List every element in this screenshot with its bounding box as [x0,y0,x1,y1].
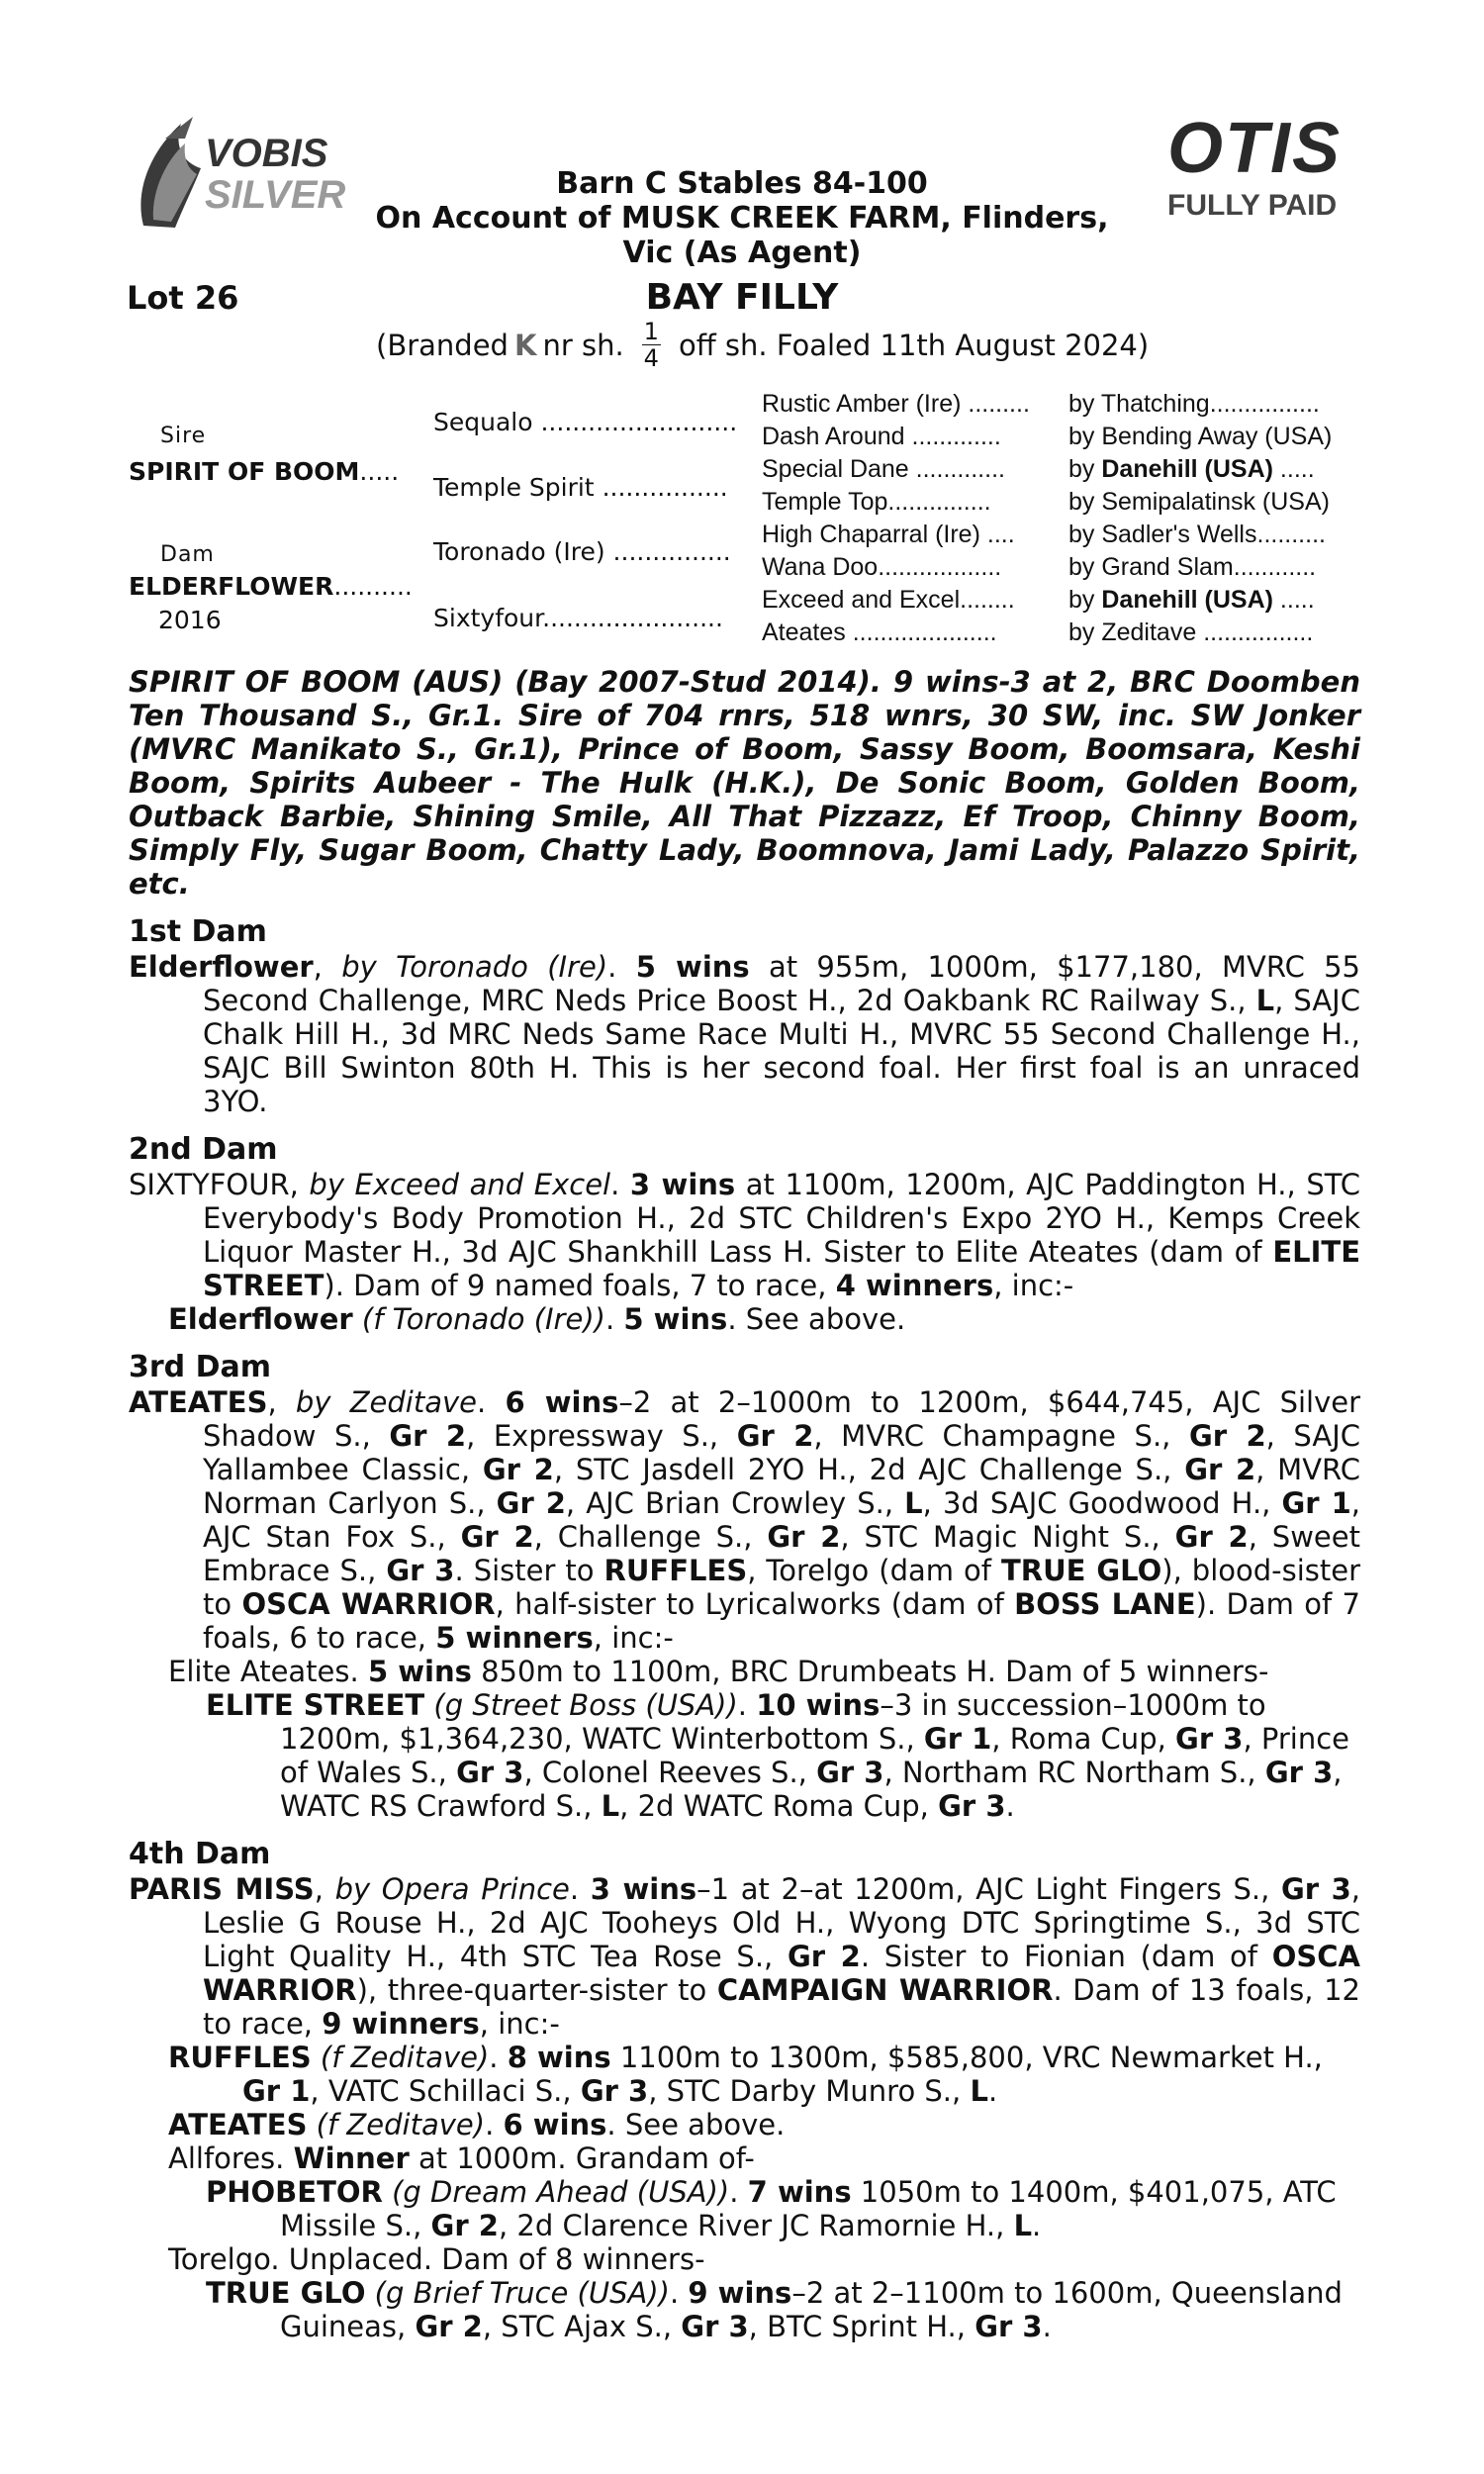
dam-label: Dam [160,542,215,567]
pedigree-gen2-row [433,473,728,502]
pedigree-gen3-row [762,521,1064,549]
fraction-numerator: 1 [643,318,659,345]
pedigree-gen2-row [433,537,731,566]
fraction-denominator: 4 [643,344,659,372]
sire-line: by Thatching [1068,390,1210,418]
sire-sire: Sequalo [433,408,533,436]
dam-name: ELDERFLOWER [129,572,334,601]
ancestor: Dash Around [762,423,905,450]
fourth-dam-entry: PARIS MISS, by Opera Prince. 3 wins–1 at 2–at 1200m, AJC Light Fingers S., Gr 3, Leslie G Rouse H., 2d AJC Tooheys Old H., Wyong DTC Springtime S., 3d STC Light Quality H., 4th STC Tea Rose S., Gr 2. Sister to Fionian (dam of OSCA WARRIOR), three-quarter-sister to CAMPAIGN WARRIOR. Dam of 13 foals, 12 to race, 9 winners, inc:- [129,1872,1360,2041]
first-dam-entry: Elderflower, by Toronado (Ire). 5 wins at 955m, 1000m, $177,180, MVRC 55 Second Challenge, MRC Neds Price Boost H., 2d Oakbank RC Railway S., L, SAJC Chalk Hill H., 3d MRC Neds Same Race Multi H., MVRC 55 Second Challenge H., SAJC Bill Swinton 80th H. This is her second foal. Her first foal is an unraced 3YO. [129,950,1361,1118]
pedigree-gen4-row [1068,455,1365,484]
otis-logo-name: OTIS [1167,109,1343,188]
sire-dam: Temple Spirit [433,473,595,502]
pedigree-gen4-row [1068,553,1365,582]
otis-logo [1167,109,1365,242]
dots: ............. [908,455,1005,483]
brand-position: nr sh. [542,328,624,362]
horse-name: Allfores. [168,2141,294,2175]
lot-number: Lot 26 [127,279,239,317]
horse-name: PARIS MISS [129,1872,315,1906]
progeny-entry [168,2242,1360,2276]
dots: .................. [878,553,1002,581]
brand-mark: K [513,328,537,362]
sire-name: SPIRIT OF BOOM [129,457,360,486]
dots: ............. [904,423,1001,450]
pedigree-gen2-row [433,604,723,632]
dots: ......... [961,390,1030,418]
sire-dots: ..... [359,457,400,486]
sire-name-row [129,457,399,486]
vendor-account: On Account of MUSK CREEK FARM, Flinders, [375,201,1109,236]
dots: ............... [604,537,731,566]
pedigree-gen4-row [1068,423,1365,451]
pedigree-gen2-row [433,408,737,436]
brand-prefix: (Branded [376,328,509,362]
dam-foal-year: 2016 [158,606,222,634]
pedigree-gen3-row [762,423,1064,451]
grand-progeny-entry: TRUE GLO (g Brief Truce (USA)). 9 wins–2 at 2–1100m to 1600m, Queensland Guineas, Gr 2, STC Ajax S., Gr 3, BTC Sprint H., Gr 3. [206,2276,1343,2343]
vendor-agent: Vic (As Agent) [622,236,862,270]
horse-name: ATEATES [129,1385,268,1419]
dots: ............ [1233,553,1317,581]
section-heading: 2nd Dam [129,1132,278,1167]
dots: .... [979,521,1015,548]
section-heading: 4th Dam [129,1837,271,1871]
otis-logo-status: FULLY PAID [1167,189,1338,222]
pedigree-gen3-row [762,488,1064,517]
svg-text:SILVER: SILVER [205,173,346,217]
section-heading: 1st Dam [129,914,267,949]
sire-label: Sire [160,424,207,448]
pedigree-gen4-row [1068,488,1365,517]
vendor-block [297,166,1187,270]
horse-name: Elderflower [129,950,314,984]
third-dam-section [129,1350,1360,1823]
sire-ref: by Toronado (Ire) [341,950,608,984]
second-dam-entry: SIXTYFOUR, by Exceed and Excel. 3 wins at 1100m, 1200m, AJC Paddington H., STC Everybody's Body Promotion H., 2d STC Children's Expo 2YO H., Kemps Creek Liquor Master H., 3d AJC Shankhill Lass H. Sister to Elite Ateates (dam of ELITE STREET). Dam of 9 named foals, 7 to race, 4 winners, inc:- [129,1168,1360,1302]
horse-name: Elderflower [168,1302,353,1336]
vobis-silver-logo [124,109,346,238]
pedigree-gen3-row [762,390,1064,419]
progeny-entry: ATEATES (f Zeditave). 6 wins. See above. [168,2108,786,2141]
dam-dam: Sixtyfour [433,604,543,632]
sire-summary: SPIRIT OF BOOM (AUS) (Bay 2007-Stud 2014). 9 wins-3 at 2, BRC Doomben Ten Thousand S., Gr.1. Sire of 704 rnrs, 518 wnrs, 30 SW, inc. SW Jonker (MVRC Manikato S., Gr.1), Prince of Boom, Sassy Boom, Boomsara, Keshi Boom, Spirits Aubeer - The Hulk (H.K.), De Sonic Boom, Golden Boom, Outback Barbie, Shining Smile, All That Pizzazz, Ef Troop, Chinny Boom, Simply Fly, Sugar Boom, Chatty Lady, Boomnova, Jami Lady, Palazzo Spirit, etc. [129,665,1360,901]
sire-line: by [1068,455,1102,483]
dots: ..... [1272,586,1315,614]
sire-line: by Bending Away (USA) [1068,423,1333,450]
dam-name-row [129,572,413,601]
pedigree-gen4-row [1068,586,1365,615]
pedigree-gen4-row [1068,618,1365,647]
sire-line: by Zeditave [1068,618,1197,646]
ancestor: Special Dane [762,455,909,483]
grand-progeny-entry: ELITE STREET (g Street Boss (USA)). 10 wins–3 in succession–1000m to 1200m, $1,364,230, WATC Winterbottom S., Gr 1, Roma Cup, Gr 3, Prince of Wales S., Gr 3, Colonel Reeves S., Gr 3, Northam RC Northam S., Gr 3, WATC RS Crawford S., L, 2d WATC Roma Cup, Gr 3. [206,1688,1349,1823]
ancestor: Exceed and Excel [762,586,961,614]
pedigree-gen3-row [762,455,1064,484]
progeny-entry: Allfores. Winner at 1000m. Grandam of- [168,2141,755,2175]
sire-line: by Semipalatinsk (USA) [1068,488,1330,516]
fourth-dam-section [129,1837,1360,2343]
pedigree-gen4-row [1068,521,1365,549]
ancestor: Temple Top [762,488,888,516]
sire-line-bold: Danehill (USA) [1101,455,1273,483]
second-dam-section [129,1132,1360,1336]
sire-line: by [1068,586,1102,614]
dots: ................ [1196,618,1314,646]
pedigree-gen3-row [762,618,1064,647]
first-dam-section [129,914,1360,1118]
dots: ....................... [542,604,723,632]
horse-name: PHOBETOR [206,2175,383,2209]
brand-fraction [642,319,661,371]
dots: ................ [1209,390,1320,418]
grand-progeny-entry: PHOBETOR (g Dream Ahead (USA)). 7 wins 1050m to 1400m, $401,075, ATC Missile S., Gr 2, 2d Clarence River JC Ramornie H., L. [206,2175,1337,2242]
barn-location: Barn C Stables 84-100 [556,166,928,201]
catalogue-body [129,665,1360,2343]
horse-name: ELITE STREET [206,1688,425,1722]
horse-name: Elite Ateates. [168,1655,368,1688]
pedigree-gen3-row [762,586,1064,615]
horse-name: Torelgo. Unplaced. Dam of 8 winners- [168,2242,705,2276]
progeny-entry: RUFFLES (f Zeditave). 8 wins 1100m to 1300m, $585,800, VRC Newmarket H., Gr 1, VATC Schillaci S., Gr 3, STC Darby Munro S., L. [168,2041,1323,2108]
progeny-entry: Elderflower (f Toronado (Ire)). 5 wins. See above. [168,1302,906,1336]
ancestor: Rustic Amber (Ire) [762,390,962,418]
dots: ......................... [532,408,738,436]
svg-text:VOBIS: VOBIS [205,132,328,175]
horse-name: SIXTYFOUR, [129,1168,310,1201]
dots: ................ [594,473,728,502]
dots: ..................... [845,618,997,646]
dots: ..... [1272,455,1315,483]
horse-name: TRUE GLO [206,2276,366,2310]
horse-name: ATEATES [168,2108,308,2141]
brand-and-foaling [376,319,1149,371]
sire-line-bold: Danehill (USA) [1101,586,1273,614]
sire-line: by Sadler's Wells [1068,521,1257,548]
sire-line: by Grand Slam [1068,553,1234,581]
dots: ........ [960,586,1015,614]
third-dam-entry: ATEATES, by Zeditave. 6 wins–2 at 2–1000m to 1200m, $644,745, AJC Silver Shadow S., Gr 2, Expressway S., Gr 2, MVRC Champagne S., Gr 2, SAJC Yallambee Classic, Gr 2, STC Jasdell 2YO H., 2d AJC Challenge S., Gr 2, MVRC Norman Carlyon S., Gr 2, AJC Brian Crowley S., L, 3d SAJC Goodwood H., Gr 1, AJC Stan Fox S., Gr 2, Challenge S., Gr 2, STC Magic Night S., Gr 2, Sweet Embrace S., Gr 3. Sister to RUFFLES, Torelgo (dam of TRUE GLO), blood-sister to OSCA WARRIOR, half-sister to Lyricalworks (dam of BOSS LANE). Dam of 7 foals, 6 to race, 5 winners, inc:- [129,1385,1361,1655]
ancestor: Wana Doo [762,553,879,581]
horse-name: RUFFLES [168,2041,312,2074]
dots: ............... [887,488,991,516]
pedigree-gen4-row [1068,390,1365,419]
section-heading: 3rd Dam [129,1350,271,1384]
dam-sire: Toronado (Ire) [433,537,605,566]
ancestor: Ateates [762,618,846,646]
pedigree-gen3-row [762,553,1064,582]
dots: .......... [1256,521,1326,548]
dam-dots: .......... [333,572,413,601]
progeny-entry: Elite Ateates. 5 wins 850m to 1100m, BRC Drumbeats H. Dam of 5 winners- [168,1655,1269,1688]
foaling-date: off sh. Foaled 11th August 2024) [678,328,1150,362]
lot-title: BAY FILLY [645,277,839,318]
ancestor: High Chaparral (Ire) [762,521,980,548]
